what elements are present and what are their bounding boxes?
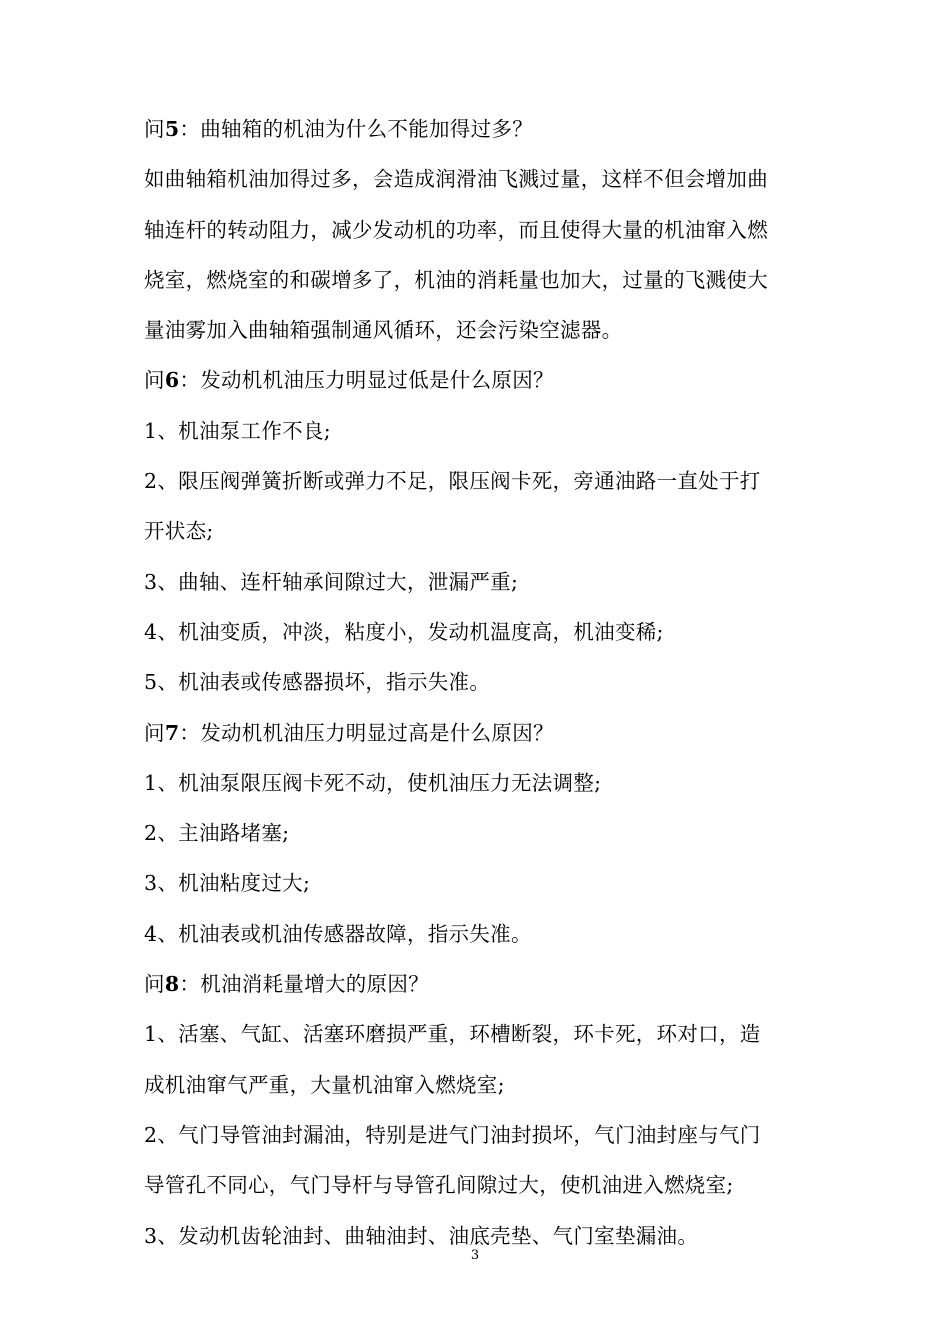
answer-6-item-3: 3、曲轴、连杆轴承间隙过大，泄漏严重; <box>144 569 519 594</box>
answer-7-item-1: 1、机油泵限压阀卡死不动，使机油压力无法调整; <box>144 770 602 795</box>
answer-7-item-2: 2、主油路堵塞; <box>144 821 290 846</box>
answer-6-item-5: 5、机油表或传感器损坏，指示失准。 <box>144 670 491 695</box>
answer-6-item-2-cont: 开状态; <box>144 519 214 544</box>
answer-8-item-2-cont: 导管孔不同心，气门导杆与导管孔间隙过大，使机油进入燃烧室; <box>144 1173 734 1198</box>
answer-8-item-1-cont: 成机油窜气严重，大量机油窜入燃烧室; <box>144 1072 505 1097</box>
answer-6-item-1: 1、机油泵工作不良; <box>144 418 331 443</box>
answer-8-item-2: 2、气门导管油封漏油，特别是进气门油封损坏，气门油封座与气门 <box>144 1122 761 1147</box>
question-6-heading: 问6：发动机机油压力明显过低是什么原因？ <box>144 368 554 393</box>
answer-5-line-2: 轴连杆的转动阻力，减少发动机的功率，而且使得大量的机油窜入燃 <box>144 217 768 242</box>
question-8-heading: 问8：机油消耗量增大的原因？ <box>144 972 429 997</box>
answer-5-line-1: 如曲轴箱机油加得过多，会造成润滑油飞溅过量，这样不但会增加曲 <box>144 167 768 192</box>
answer-7-item-4: 4、机油表或机油传感器故障，指示失准。 <box>144 921 532 946</box>
answer-5-line-3: 烧室，燃烧室的和碳增多了，机油的消耗量也加大，过量的飞溅使大 <box>144 267 768 292</box>
question-5-heading: 问5：曲轴箱的机油为什么不能加得过多？ <box>144 117 533 141</box>
page-number: 3 <box>470 1248 480 1263</box>
answer-8-item-1: 1、活塞、气缸、活塞环磨损严重，环槽断裂，环卡死，环对口，造 <box>144 1022 761 1047</box>
answer-8-item-3: 3、发动机齿轮油封、曲轴油封、油底壳垫、气门室垫漏油。 <box>144 1223 699 1248</box>
answer-6-item-4: 4、机油变质，冲淡，粘度小，发动机温度高，机油变稀; <box>144 619 664 644</box>
page-content <box>144 104 808 1261</box>
answer-6-item-2: 2、限压阀弹簧折断或弹力不足，限压阀卡死，旁通油路一直处于打 <box>144 469 761 494</box>
answer-7-item-3: 3、机油粘度过大; <box>144 871 311 896</box>
question-7-heading: 问7：发动机机油压力明显过高是什么原因？ <box>144 720 554 745</box>
answer-5-line-4: 量油雾加入曲轴箱强制通风循环，还会污染空滤器。 <box>144 318 623 343</box>
